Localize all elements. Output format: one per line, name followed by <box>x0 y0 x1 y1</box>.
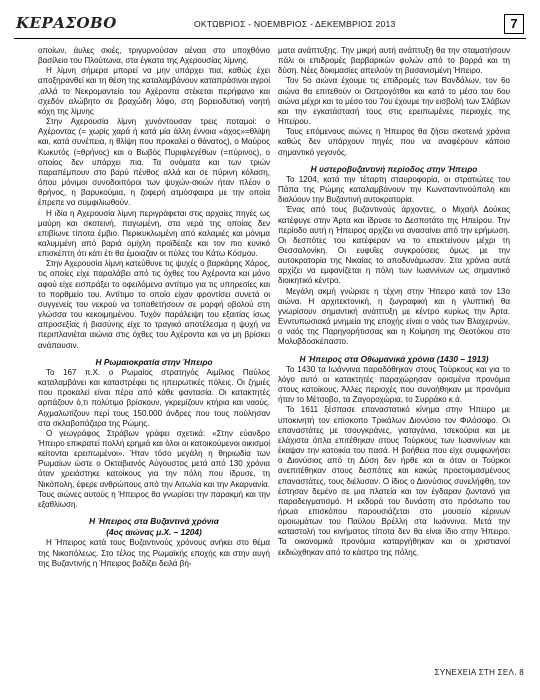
paragraph: Η Ήπειρος κατά τους Βυζαντινούς χρόνους ανήκει στο θέμα της Νικοπόλεως. Στο τέλος της Ρωμαϊκής εποχής και στην αυγή της Βυζαντινής η Ήπειρος βαδίζει δειλά βή- <box>38 538 270 568</box>
paragraph: Το 167 π.Χ. ο Ρωμαίος στρατηγός Αιμίλιος Παύλος καταλαμβάνει και καταστρέφει τις ηπειρωτικές πόλεις. Οι ζημιές που προκαλεί είναι πέρα από κάθε φαντασία. Οι κατακτητές αρπάζουν ό,τι πολύτιμο βρίσκουν, γκρεμίζουν κτήρια και ναούς. Αιχμαλωτίζουν περί τους 150.000 άνδρες που τους πούλησαν στα σκλαβοπάζαρα της Ρώμης. <box>38 367 270 428</box>
paragraph: Τους επόμενους αιώνες η Ήπειρος θα ζήσει σκοτεινά χρόνια καθώς δεν υπάρχουν πηγές που να αναφέρουν κάποιο σημαντικό γεγονός. <box>278 127 510 157</box>
paragraph: Στην Αχερουσία λίμνη χυνόντουσαν τρεις ποταμοί: ο Αχέροντας (= χωρίς χαρά ή κατά μία άλλη έννοια «άχος»=θλίψη και, κατά συνέπεια, η θλίψη που προκαλεί ο θάνατος), ο Μαύρος Κωκυτός (=θρήνος) και ο Βωβός Πυριφλεγέθων (=πύρινος), ο οποίος δεν υπάρχει πια. Τα ονόματα και των τριών παραπέμπουν στο βαρύ πένθος αλλά και σε πύρινη κόλαση, όπου μόνιμοι συνοδοιπόροι των ψυχών-σκιών ήταν πλέον ο θρήνος, η βαρυκούμια, η ζοφερή ατμόσφαιρα με την οποία έπρεπε να συμφιλιωθούν. <box>38 117 270 208</box>
right-column <box>278 46 510 558</box>
left-column <box>38 46 270 569</box>
continued-on-page-note: ΣΥΝΕΧΕΙΑ ΣΤΗ ΣΕΛ. 8 <box>434 668 524 677</box>
paragraph: Το 1611 ξέσπασε επαναστατικό κίνημα στην Ήπειρο με υποκινητή τον επίσκοπο Τρικάλων Διονύσιο τον Φιλόσοφο. Οι επαναστάτες με τσουγκράνες, γιαταγάνια, τσεκούρια και με ελάχιστα όπλα επιτέθηκαν στους Τούρκους των Ιωαννίνων και έκαψαν την κατοικία του πασά. Η βοήθεια που είχε συμφωνήσει ο Διονύσιος από τη Δύση δεν ήρθε και οι όταν οι Τούρκοι ανεπιτέθηκαν στους δεσπότες και κακώς προετοιμασμένους επαναστάτες, τους διέλυσαν. Ο ίδιος ο Διονύσιος συνελήφθη, τον έστησαν δεμένο σε μια πλατεία και τον έγδαραν ζωντανό για παραδειγματισμό. Η εκδορά του δυνάστη στο πρόσωπο του ήρωα επισκόπου παρουσιάζεται στο μουσείο κέρινων ομοιωμάτων του Παύλου Βρέλλη στα Ιωάννινα. Μετά την καταστολή του κινήματος τίποτα δεν θα είναι ίδιο στην Ήπειρο. Τα οικονομικά προνόμια καταργήθηκαν και οι χριστιανοί εκδιώχθηκαν από το κάστρο της πόλης. <box>278 405 510 557</box>
paragraph: οποίων, άυλες σκιές, τριγυρνούσαν αέναα στο υποχθόνιο βασίλειο του Πλούτωνα, στα έγκατα της Αχερουσίας λίμνης. <box>38 46 270 66</box>
page-number: 7 <box>504 14 524 34</box>
paragraph: Τον 5ο αιώνα έχουμε τις επιδρομές των Βανδάλων, τον 6ο αιώνα θα επιτεθούν οι Οστρογότθοι και κατά το μέσο του 6ου αιώνα μέχρι και το μέσο του 7ου έχουμε την εισβολή των Σλάβων και την εγκατάστασή τους στις ερειπωμένες περιοχές της Ηπείρου. <box>278 76 510 127</box>
newspaper-logo: ΚΕΡΑΣΟΒΟ <box>16 14 117 32</box>
section-heading-despotate: Η υστεροβυζαντινή περίοδος στην Ήπειρο <box>310 163 478 174</box>
paragraph: Μεγάλη ακμή γνώρισε η τέχνη στην Ήπειρο κατά τον 13ο αιώνα. Η αρχιτεκτονική, η ζωγραφική και η γλυπτική θα γνωρίσουν σημαντική ανάπτυξη με κέντρο κυρίως την Άρτα. Ενντυπωσιακά μνημεία της εποχής είναι ο ναός των Βλαχερνών, ο ναός της Παρηγορήτισσας και η Κοίμηση της Θεοτόκου στο Μολυβδοσκέπαστο. <box>278 286 510 347</box>
paragraph: Η ιδία η Αχερουσία λίμνη περιγράφεται στις αρχαίες πηγές ως μαύρη και σκοτεινή, παγωμένη, στα νερά της οποίας δεν επιβίωνε τίποτα έμβιο. Περικυκλωμένη από καλαμιές και μόνιμα καλυμμένη από βαριά ομίχλη προϊδέαζε και τον πιο κυνικό επισκέπτη ότι κάτι έτι θα έμοιαζαν οι πύλες του Κάτω Κόσμου. <box>38 208 270 259</box>
section-subheading-byzantine: (4ος αιώνας μ.Χ. – 1204) <box>106 527 202 538</box>
paragraph: Στην Αχερουσία λίμνη κατεύθυνε τις ψυχές ο βαρκάρης Χάρος, τις οποίες είχε παραλάβει από τις όχθες του Αχέροντα και μόνο αφού είχε εισπράξει το οφειλόμενο αντίτιμο για τις υπηρεσίες και το πορθμείο του. Αντίτιμο το οποίο είχαν φροντίσει συνετά οι συγγενείς του νεκρού να τοποθετήσουν σε μορφή οβολού στη γλώσσα του κεκοιμημένου. Τυχόν παράλειψη του εξαιτίας ίσως απροσεξίας ή βιασύνης είχε το τραγικό αποτέλεσμα η ψυχή να περιπλανιέται αιώνια στις όχθες του Αχέροντα και να μη βρίσκει ανάπαυσιν. <box>38 259 270 350</box>
paragraph: Η λίμνη σήμερα μπορεί να μην υπάρχει πια, καθώς έχει αποξηρανθεί και τη θέση της καταλαμβάνουν καταπράσινοι αγροί ,αλλά το Νεκρομαντείο του Αχέροντα στέκεται περήφανο και σχεδόν αλώβητο σε βραχώδη λόφο, στη βορειοδυτική νοητή κόχη της λίμνης <box>38 66 270 116</box>
paragraph: Το 1204, κατά την τέταρτη σταυροφορία, οι στρατιώτες του Πάπα της Ρώμης καταλαμβάνουν την Κωνσταντινούπολη και διαλύουν την Βυζαντινή αυτοκρατορία. <box>278 174 510 205</box>
section-heading-roman: Η Ρωμαιοκρατία στην Ήπειρο <box>95 356 213 367</box>
section-heading-byzantine: Η Ήπειρος στα Βυζαντινά χρόνια <box>89 516 219 527</box>
paragraph: ματα ανάπτυξης. Την μικρή αυτή ανάπτυξη θα την σταματήσουν πάλι οι επιδρομές βαρβαρικών φυλών από το βορρά και τη δύση. Νέες δοκιμασίες απειλούν τη βασανισμένη Ήπειρο. <box>278 46 510 76</box>
issue-date: ΟΚΤΩΒΡΙΟΣ - ΝΟΕΜΒΡΙΟΣ - ΔΕΚΕΜΒΡΙΟΣ 2013 <box>194 19 396 29</box>
paragraph: Ένας από τους βυζαντινούς άρχοντες, ο Μιχαήλ Δούκας κατέφυγε στην Άρτα και ίδρυσε το Δεσποτάτο της Ηπείρου. Την περίοδο αυτή η Ήπειρος αρχίζει να ανασαίνει από την ερήμωση. Οι δεσπότες του κατέφεραν να το επεκτείνουν μέχρι τη Θεσσαλονίκη. Οι ευφυΐες συγκρούσεις όμως με την αυτοκρατορία της Νικαίας το αποδυνάμωσαν. Στα χρόνια αυτά αρχίζει να εμφανίζεται η πόλη των Ιωαννίνων ως σημαντικό διοικητικό κέντρο. <box>278 205 510 286</box>
paragraph: Το 1430 τα Ιωάννινα παραδόθηκαν στους Τούρκους και για το λόγο αυτό οι κατακτητές παραχώρησαν ορισμένα προνόμια στους κατοίκους. Άλλες περιοχές που συνοήθηκαν με προνόμια ήταν το Μέτσοβο, τα Ζαγοροχώρια, το Συρράκο κ.ά. <box>278 364 510 405</box>
paragraph: Ο γεωγράφος Στράβων γράφει σχετικά: «Στην εύανδρο Ήπειρο επικρατεί πολλή ερημιά και όλοι οι κατοικούμενοι οικισμοί κείτονται ερειπωμένοι». Ήταν τόσο μεγάλη η θηριωδία των Ρωμαίων ώστε ο Οκταβιανός Αύγουστος μετά από 130 χρόνια όταν χρειάστηκε κατοίκους για την πόλη που ίδρυσε, τη Νικόπολη, έφερε ανθρώπους από την Αιτωλία και την Ακαρνανία. Τους αιώνες αυτούς η Ήπειρος θα γνωρίσει την παρακμή και την εξαθλίωση. <box>38 428 270 509</box>
section-heading-ottoman: Η Ήπειρος στα Οθωμανικά χρόνια (1430 – 1913) <box>299 353 489 364</box>
page-header <box>14 12 526 39</box>
